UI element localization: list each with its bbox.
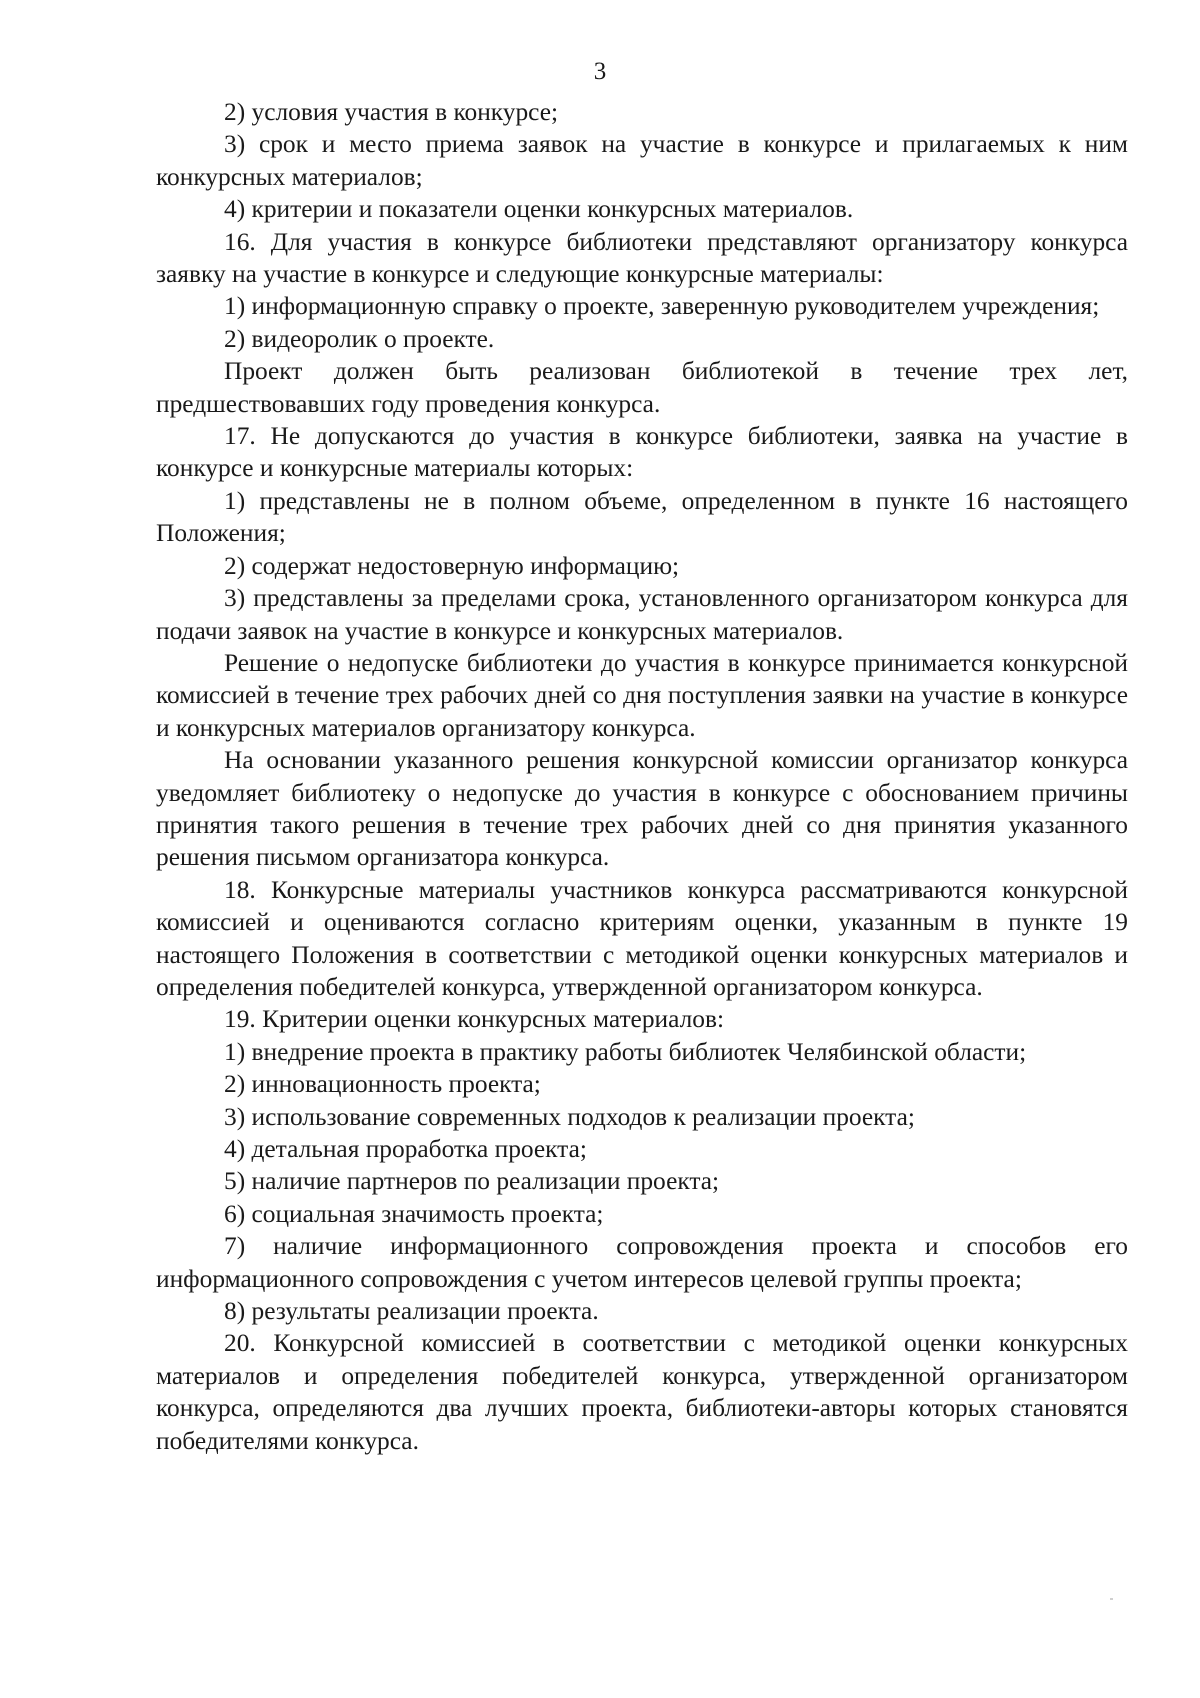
paragraph-17-item-2: 2) содержат недостоверную информацию; bbox=[224, 551, 680, 580]
paragraph-item-2-conditions: 2) условия участия в конкурсе; bbox=[224, 98, 559, 126]
document-body bbox=[156, 96, 1128, 1457]
page-number: 3 bbox=[593, 58, 607, 85]
paragraph-18: 18. Конкурсные материалы участников конкурса рассматриваются конкурсной комиссией и оцениваются согласно критериям оценки, указанным в пункте 19 настоящего Положения в соответствии с методикой оценки конкурсных материалов и определения победителей конкурса, утвержденной организатором конкурса. bbox=[156, 875, 1128, 1001]
paragraph-19-item-2: 2) инновационность проекта; bbox=[224, 1070, 541, 1099]
paragraph-16-note: Проект должен быть реализован библиотекой в течение трех лет, предшествовавших году проведения конкурса. bbox=[156, 357, 1128, 418]
paragraph-17-item-1: 1) представлены не в полном объеме, определенном в пункте 16 настоящего Положения; bbox=[156, 486, 1128, 548]
paragraph-20: 20. Конкурсной комиссией в соответствии с методикой оценки конкурсных материалов и определения победителей конкурса, утвержденной организатором конкурса, определяются два лучших проекта, библиотеки-авторы которых становятся победителями конкурса. bbox=[156, 1329, 1128, 1455]
paragraph-19-item-3: 3) использование современных подходов к реализации проекта; bbox=[224, 1102, 915, 1131]
paragraph-19-item-1: 1) внедрение проекта в практику работы библиотек Челябинской области; bbox=[224, 1037, 1027, 1066]
paragraph-19-item-5: 5) наличие партнеров по реализации проекта; bbox=[224, 1167, 720, 1196]
paragraph-19-item-8: 8) результаты реализации проекта. bbox=[224, 1297, 599, 1326]
paragraph-19-item-7: 7) наличие информационного сопровождения проекта и способов его информационного сопровождения с учетом интересов целевой группы проекта; bbox=[156, 1232, 1128, 1293]
paragraph-item-4-criteria: 4) критерии и показатели оценки конкурсных материалов. bbox=[224, 195, 854, 224]
paragraph-16-item-1: 1) информационную справку о проекте, заверенную руководителем учреждения; bbox=[224, 292, 1100, 321]
paragraph-19: 19. Критерии оценки конкурсных материалов: bbox=[224, 1005, 725, 1034]
paragraph-17-notification: На основании указанного решения конкурсной комиссии организатор конкурса уведомляет библиотеку о недопуске до участия в конкурсе с обоснованием причины принятия такого решения в течение трех рабочих дней со дня принятия указанного решения письмом организатора конкурса. bbox=[156, 746, 1128, 872]
paragraph-17-item-3: 3) представлены за пределами срока, установленного организатором конкурса для подачи заявок на участие в конкурсе и конкурсных материалов. bbox=[156, 584, 1128, 645]
paragraph-19-item-4: 4) детальная проработка проекта; bbox=[224, 1135, 587, 1163]
paragraph-16: 16. Для участия в конкурсе библиотеки представляют организатору конкурса заявку на участие в конкурсе и следующие конкурсные материалы: bbox=[156, 227, 1128, 289]
paragraph-19-item-6: 6) социальная значимость проекта; bbox=[224, 1199, 604, 1228]
scan-artifact bbox=[1110, 1598, 1113, 1600]
paragraph-16-item-2: 2) видеоролик о проекте. bbox=[224, 324, 495, 353]
paragraph-17-decision: Решение о недопуске библиотеки до участия в конкурсе принимается конкурсной комиссией в течение трех рабочих дней со дня поступления заявки на участие в конкурсе и конкурсных материалов организатору конкурса. bbox=[156, 648, 1128, 742]
paragraph-17: 17. Не допускаются до участия в конкурсе библиотеки, заявка на участие в конкурсе и конкурсные материалы которых: bbox=[156, 422, 1128, 483]
paragraph-item-3-deadline: 3) срок и место приема заявок на участие в конкурсе и прилагаемых к ним конкурсных материалов; bbox=[156, 130, 1128, 191]
